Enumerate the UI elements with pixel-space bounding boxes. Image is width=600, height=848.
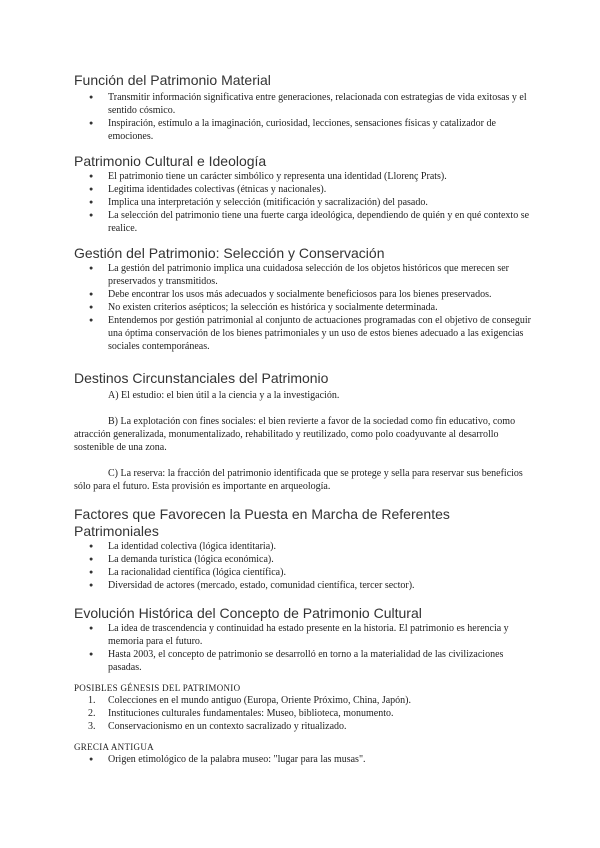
list-item: ● Entendemos por gestión patrimonial al conjunto de actuaciones programadas con el objetivo de conseguir una óptima conservación de los bienes patrimoniales y un uso de estos bienes adecuado a las exigencias sociales contemporáneas. xyxy=(74,314,532,353)
list-number: 2. xyxy=(88,708,96,719)
numbered-list xyxy=(74,694,532,733)
list-number: 1. xyxy=(88,695,96,706)
section-ideologia xyxy=(74,153,532,235)
list-item: ● Origen etimológico de la palabra museo: "lugar para las musas". xyxy=(74,753,532,766)
section-funcion xyxy=(74,72,532,143)
list-item: ● La racionalidad científica (lógica científica). xyxy=(74,566,532,579)
list-text: Instituciones culturales fundamentales: Museo, biblioteca, monumento. xyxy=(108,708,394,719)
list-item: ● El patrimonio tiene un carácter simbólico y representa una identidad (Llorenç Prats). xyxy=(74,170,532,183)
section-heading: Gestión del Patrimonio: Selección y Conservación xyxy=(74,245,385,261)
list-item: ● La selección del patrimonio tiene una fuerte carga ideológica, dependiendo de quién y en qué contexto se realice. xyxy=(74,209,532,235)
section-destinos xyxy=(74,370,532,493)
subheading-grecia: GRECIA ANTIGUA xyxy=(74,742,154,752)
list-item: ● Diversidad de actores (mercado, estado, comunidad científica, tercer sector). xyxy=(74,579,532,592)
list-item: ● Hasta 2003, el concepto de patrimonio se desarrolló en torno a la materialidad de las civilizaciones pasadas. xyxy=(74,648,532,674)
section-heading: Patrimonio Cultural e Ideología xyxy=(74,153,267,169)
section-genesis xyxy=(74,682,532,733)
list-item: ● Inspiración, estímulo a la imaginación, curiosidad, lecciones, sensaciones físicas y catalizador de emociones. xyxy=(74,117,532,143)
list-item: ● La idea de trascendencia y continuidad ha estado presente en la historia. El patrimonio es herencia y memoria para el futuro. xyxy=(74,622,532,648)
list-item: ● No existen criterios asépticos; la selección es histórica y socialmente determinada. xyxy=(74,301,532,314)
subheading-genesis: POSIBLES GÉNESIS DEL PATRIMONIO xyxy=(74,683,241,693)
bullet-list xyxy=(74,753,532,766)
bullet-list xyxy=(74,91,532,143)
section-evolucion xyxy=(74,605,532,674)
list-item: ● Implica una interpretación y selección (mitificación y sacralización) del pasado. xyxy=(74,196,532,209)
paragraph-estudio: A) El estudio: el bien útil a la ciencia y a la investigación. xyxy=(108,390,340,401)
list-item: ● Legitima identidades colectivas (étnicas y nacionales). xyxy=(74,183,532,196)
bullet-list xyxy=(74,540,532,592)
list-text: Conservacionismo en un contexto sacralizado y ritualizado. xyxy=(108,721,347,732)
bullet-list xyxy=(74,622,532,674)
list-item: ● Debe encontrar los usos más adecuados y socialmente beneficiosos para los bienes preservados. xyxy=(74,288,532,301)
paragraph-explotacion: B) La explotación con fines sociales: el bien revierte a favor de la sociedad como fin educativo, como atracción generalizada, monumentalizado, rehabilitado y reutilizado, como polo coadyuvante al desarrollo sostenible de una zona. xyxy=(74,416,516,453)
list-item: ● La demanda turística (lógica económica). xyxy=(74,553,532,566)
section-heading: Función del Patrimonio Material xyxy=(74,72,271,88)
list-text: Colecciones en el mundo antiguo (Europa, Oriente Próximo, China, Japón). xyxy=(108,695,411,706)
list-item xyxy=(74,720,532,733)
list-item: ● La gestión del patrimonio implica una cuidadosa selección de los objetos históricos que merecen ser preservados y transmitidos. xyxy=(74,262,532,288)
section-heading: Evolución Histórica del Concepto de Patrimonio Cultural xyxy=(74,605,422,621)
list-item xyxy=(74,707,532,720)
list-item: ● Transmitir información significativa entre generaciones, relacionada con estrategias de vida exitosas y el sentido cósmico. xyxy=(74,91,532,117)
bullet-list xyxy=(74,262,532,353)
section-heading: Destinos Circunstanciales del Patrimonio xyxy=(74,370,329,386)
bullet-list xyxy=(74,170,532,235)
list-item xyxy=(74,694,532,707)
paragraph-reserva: C) La reserva: la fracción del patrimonio identificada que se protege y sella para reservar sus beneficios sólo para el futuro. Esta provisión es importante en arqueología. xyxy=(74,468,523,492)
section-gestion xyxy=(74,245,532,353)
section-heading: Factores que Favorecen la Puesta en Marcha de Referentes Patrimoniales xyxy=(74,506,450,539)
list-number: 3. xyxy=(88,721,96,732)
list-item: ● La identidad colectiva (lógica identitaria). xyxy=(74,540,532,553)
section-grecia xyxy=(74,741,532,766)
section-factores xyxy=(74,506,532,592)
